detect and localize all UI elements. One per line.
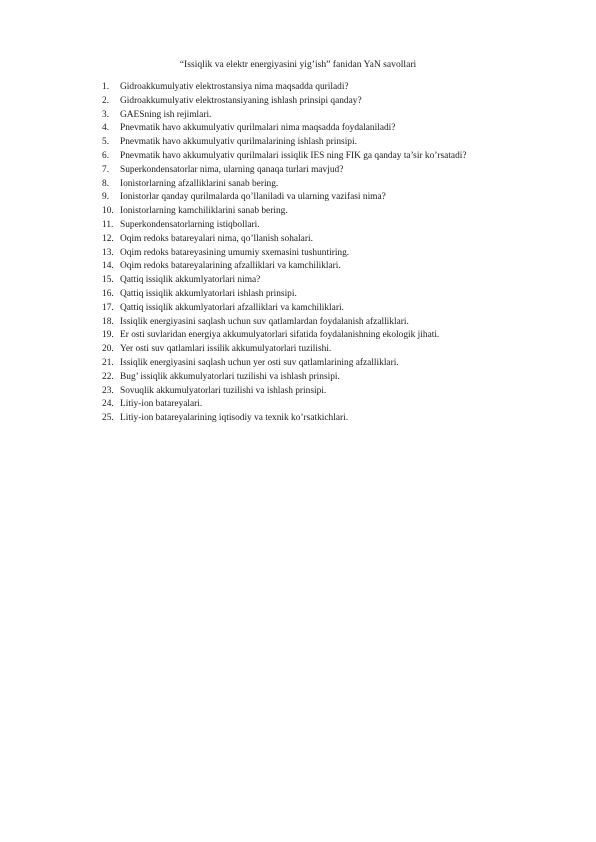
question-text: Qattiq issiqlik akkumlyatorlari afzalliklari va kamchiliklari. (120, 302, 344, 313)
question-item (0, 95, 596, 109)
question-text: Issiqlik energiyasini saqlash uchun suv qatlamlardan foydalanish afzalliklari. (120, 316, 409, 327)
question-number: 18. (102, 316, 114, 327)
question-item (0, 136, 596, 150)
question-number: 6. (102, 150, 110, 161)
question-item (0, 398, 596, 412)
question-text: Oqim redoks batareyalarining afzalliklari va kamchiliklari. (120, 261, 341, 272)
question-number: 19. (102, 330, 114, 341)
question-text: Pnevmatik havo akkumulyativ qurilmalari issiqlik IES ning FIK ga qanday ta’sir ko’rsatadi? (120, 150, 467, 161)
question-text: Er osti suvlaridan energiya akkumulyatorlari sifatida foydalanishning ekologik jihati. (120, 330, 440, 341)
question-number: 1. (102, 82, 110, 92)
question-number: 11. (102, 219, 114, 230)
question-item (0, 357, 596, 371)
question-number: 25. (102, 413, 114, 424)
question-item (0, 233, 596, 247)
question-number: 3. (102, 109, 110, 120)
question-text: Litiy-ion batareyalarining iqtisodiy va texnik ko’rsatkichlari. (120, 413, 349, 424)
question-text: Gidroakkumulyativ elektrostansiya nima maqsadda quriladi? (120, 82, 349, 92)
question-number: 20. (102, 344, 114, 355)
question-text: Qattiq issiqlik akkumlyatorlari ishlash prinsipi. (120, 288, 297, 299)
question-item (0, 385, 596, 399)
question-text: Superkondensatorlarning istiqbollari. (120, 219, 260, 230)
question-text: Qattiq issiqlik akkumlyatorlari nima? (120, 275, 261, 286)
question-number: 8. (102, 178, 110, 189)
question-item (0, 302, 596, 316)
question-item (0, 288, 596, 302)
question-item (0, 371, 596, 385)
question-number: 14. (102, 261, 114, 272)
question-text: Pnevmatik havo akkumulyativ qurilmalari nima maqsadda foydalaniladi? (120, 123, 396, 134)
question-item (0, 247, 596, 261)
question-text: Sovuqlik akkumulyatorlari tuzilishi va ishlash prinsipi. (120, 385, 327, 396)
question-item (0, 191, 596, 205)
question-item (0, 205, 596, 219)
question-number: 12. (102, 233, 114, 244)
question-text: Superkondensatorlar nima, ularning qanaqa turlari mavjud? (120, 164, 344, 175)
question-item (0, 81, 596, 95)
question-text: GAESning ish rejimlari. (120, 109, 212, 120)
question-text: Bug’ issiqlik akkumulyatorlari tuzilishi va ishlash prinsipi. (120, 371, 340, 382)
question-item (0, 260, 596, 274)
question-text: Litiy-ion batareyalari. (120, 399, 203, 410)
question-text: Ionistorlarning afzalliklarini sanab bering. (120, 178, 279, 189)
question-number: 22. (102, 371, 114, 382)
question-number: 9. (102, 192, 110, 203)
question-text: Ionistorlarning kamchiliklarini sanab bering. (120, 206, 288, 217)
question-list (0, 81, 596, 426)
question-number: 21. (102, 357, 114, 368)
question-number: 10. (102, 206, 114, 217)
question-text: Oqim redoks batareyalari nima, qo’llanish sohalari. (120, 233, 313, 244)
question-item (0, 150, 596, 164)
question-number: 13. (102, 247, 114, 258)
question-number: 2. (102, 95, 110, 106)
question-number: 15. (102, 275, 114, 286)
question-text: Pnevmatik havo akkumulyativ qurilmalarining ishlash prinsipi. (120, 137, 357, 148)
question-item (0, 164, 596, 178)
question-item (0, 329, 596, 343)
question-number: 24. (102, 399, 114, 410)
question-item (0, 178, 596, 192)
question-number: 7. (102, 164, 110, 175)
question-text: Gidroakkumulyativ elektrostansiyaning ishlash prinsipi qanday? (120, 95, 362, 106)
question-item (0, 122, 596, 136)
question-item (0, 343, 596, 357)
question-number: 5. (102, 137, 110, 148)
page-title: “Issiqlik va elektr energiyasini yig’ish” fanidan YaN savollari (179, 59, 417, 70)
question-text: Oqim redoks batareyasining umumiy sxemasini tushuntiring. (120, 247, 350, 258)
question-text: Yer osti suv qatlamlari issilik akkumulyatorlari tuzilishi. (120, 344, 332, 355)
question-number: 17. (102, 302, 114, 313)
question-number: 4. (102, 123, 110, 134)
question-item (0, 219, 596, 233)
question-number: 16. (102, 288, 114, 299)
question-text: Ionistorlar qanday qurilmalarda qo’llaniladi va ularning vazifasi nima? (120, 192, 386, 203)
question-item (0, 316, 596, 330)
question-number: 23. (102, 385, 114, 396)
question-text: Issiqlik energiyasini saqlash uchun yer osti suv qatlamlarining afzalliklari. (120, 357, 399, 368)
question-item (0, 109, 596, 123)
question-item (0, 274, 596, 288)
question-item (0, 412, 596, 426)
